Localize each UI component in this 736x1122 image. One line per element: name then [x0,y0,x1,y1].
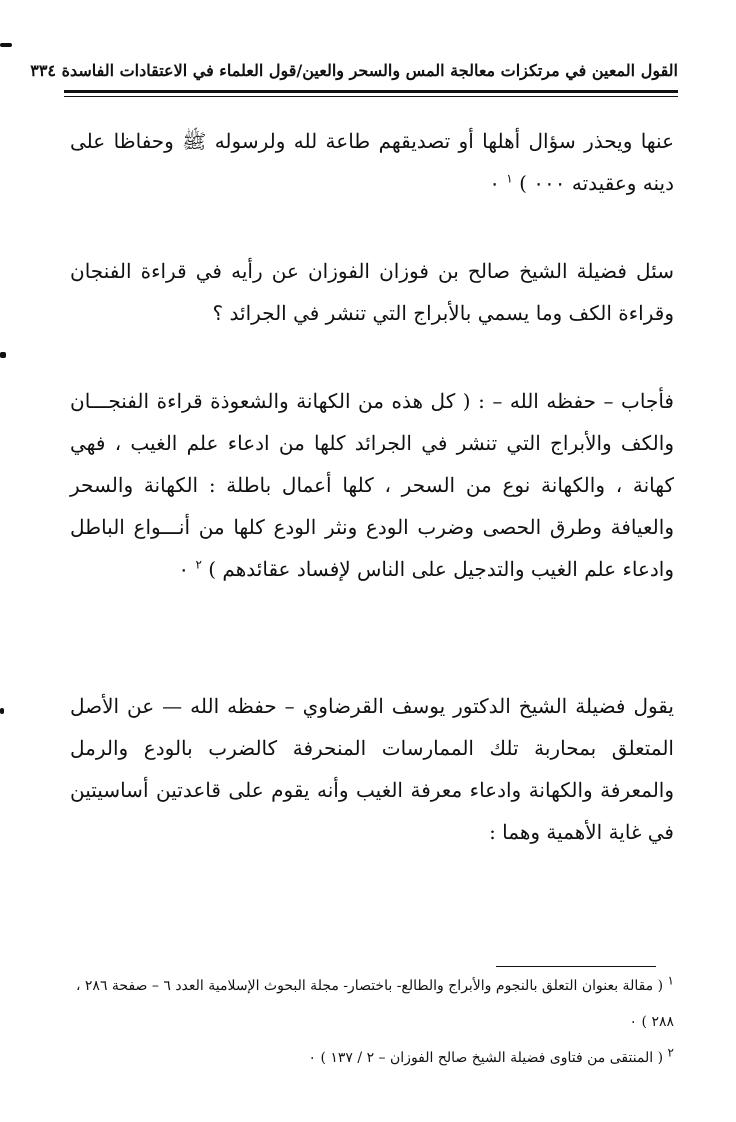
paragraph-3-tail: ٠ [178,557,196,581]
paragraph-1-tail: ٠ [489,171,507,195]
footnote-1 [70,968,674,1040]
footnote-ref-1: ١ [506,171,513,186]
footnote-ref-2: ٢ [195,557,202,572]
header-rule-thin [64,96,678,97]
paragraph-4-text: يقول فضيلة الشيخ الدكتور يوسف القرضاوي – حفظه الله — عن الأصل المتعلق بمحاربة تلك الممارسات المنحرفة كالضرب بالودع والرمل والمعرفة والكهانة وادعاء معرفة الغيب وأنه يقوم على قاعدتين أساسيتين في غاية الأهمية وهما : [70,694,674,844]
paragraph-3 [70,380,674,590]
footnote-2-text: ( المنتقى من فتاوى فضيلة الشيخ صالح الفوزان – ٢ / ١٣٧ ) ٠ [308,1050,668,1066]
paragraph-3-text: فأجاب – حفظه الله – : ( كل هذه من الكهانة والشعوذة قراءة الفنجـــان والكف والأبراج التي تنشر في الجرائد كلها من ادعاء علم الغيب ، فهي كهانة ، والكهانة نوع من السحر ، كلها أعمال باطلة : الكهانة والسحر والعيافة وطرق الحصى وضرب الودع ونثر الودع كلها من أنـــواع الباطل وادعاء علم الغيب والتدجيل على الناس لإفساد عقائدهم ) [70,389,674,581]
paragraph-2-text: سئل فضيلة الشيخ صالح بن فوزان الفوزان عن رأيه في قراءة الفنجان وقراءة الكف وما يسمي بالأبراج التي تنشر في الجرائد ؟ [70,259,674,325]
footnote-2-number: ٢ [667,1045,674,1060]
paragraph-2 [70,250,674,334]
paragraph-1-text: عنها ويحذر سؤال أهلها أو تصديقهم طاعة لله ولرسوله ﷺ وحفاظا على دينه وعقيدته ٠٠٠ ) [70,129,674,195]
footnote-2 [70,1040,674,1076]
running-header: القول المعين في مرتكزات معالجة المس والسحر والعين/قول العلماء في الاعتقادات الفاسدة ٣٣٤ [30,61,678,80]
scan-margin-mark-lower [0,708,4,714]
footnote-1-text: ( مقالة بعنوان التعلق بالنجوم والأبراج والطالع- باختصار- مجلة البحوث الإسلامية العدد ٦ – صفحة ٢٨٦ ، ٢٨٨ ) ٠ [75,978,674,1030]
scan-margin-mark-middle [0,352,6,358]
paragraph-1 [70,120,674,204]
paragraph-4 [70,685,674,853]
footnote-1-number: ١ [667,973,674,988]
scan-margin-mark-top [0,43,12,47]
footnote-separator [496,966,656,967]
header-rule-thick [64,90,678,93]
